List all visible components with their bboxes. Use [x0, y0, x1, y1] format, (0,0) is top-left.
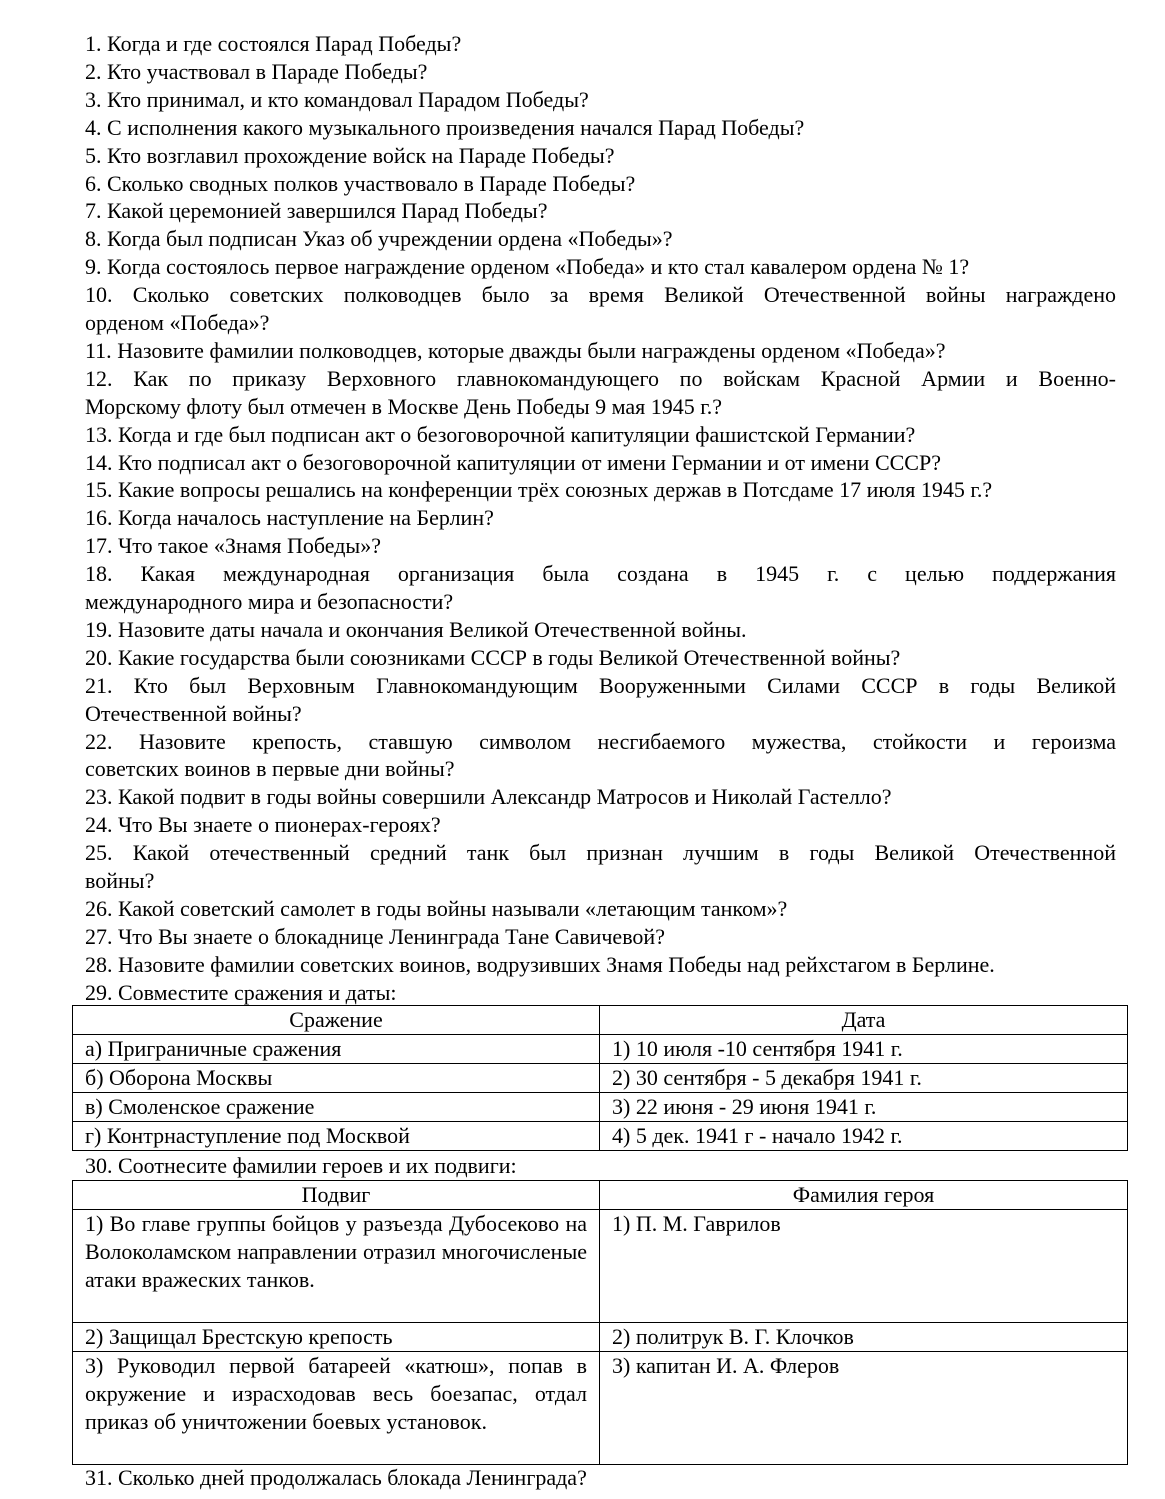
- question-number: 5.: [85, 142, 102, 168]
- question-21: [85, 672, 1116, 700]
- question-text: Когда состоялось первое награждение орденом «Победа» и кто стал кавалером ордена № 1?: [107, 254, 970, 280]
- question-continuation: орденом «Победа»?: [85, 310, 270, 335]
- question-text: Какие вопросы решались на конференции трёх союзных держав в Потсдаме 17 июля 1945 г.?: [118, 477, 993, 503]
- question-text: Когда был подписан Указ об учреждении ордена «Победы»?: [107, 226, 673, 252]
- table-header-feat: Подвиг: [73, 1181, 600, 1210]
- question-13: [85, 421, 1116, 449]
- question-11: [85, 337, 1116, 365]
- question-text: Когда началось наступление на Берлин?: [118, 505, 494, 531]
- feat-cell: 3) Руководил первой батареей «катюш», попав в окружение и израсходовав весь боезапас, отдал приказ об уничтожении боевых установок.: [73, 1352, 600, 1465]
- question-text: Соотнесите фамилии героев и их подвиги:: [118, 1153, 517, 1178]
- question-18: [85, 560, 1116, 588]
- question-8: [85, 225, 1116, 253]
- hero-cell: 2) политрук В. Г. Клочков: [600, 1323, 1128, 1352]
- question-text: Кто принимал, и кто командовал Парадом Победы?: [107, 86, 589, 112]
- question-12: [85, 365, 1116, 393]
- question-23: [85, 783, 1116, 811]
- question-text: Какой отечественный средний танк был признан лучшим в годы Великой Отечественной: [132, 840, 1117, 866]
- question-26: [85, 895, 1116, 923]
- question-28: [85, 951, 1116, 979]
- battle-cell: в) Смоленское сражение: [73, 1093, 600, 1122]
- table-row: [73, 1323, 1128, 1352]
- table-header-hero: Фамилия героя: [600, 1181, 1128, 1210]
- question-number: 9.: [85, 254, 102, 280]
- question-6: [85, 170, 1116, 198]
- question-text: С исполнения какого музыкального произведения начался Парад Победы?: [107, 114, 805, 140]
- question-number: 3.: [85, 86, 102, 112]
- question-17: [85, 532, 1116, 560]
- question-3: [85, 86, 1116, 114]
- battle-cell: б) Оборона Москвы: [73, 1064, 600, 1093]
- question-text: Назовите фамилии советских воинов, водрузивших Знамя Победы над рейхстагом в Берлине.: [118, 951, 995, 977]
- question-number: 2.: [85, 58, 102, 84]
- question-text: Какие государства были союзниками СССР в годы Великой Отечественной войны?: [118, 644, 901, 670]
- question-16: [85, 504, 1116, 532]
- question-number: 15.: [85, 477, 113, 503]
- question-text: Сколько сводных полков участвовало в Параде Победы?: [107, 170, 636, 196]
- question-text: Какой советский самолет в годы войны называли «летающим танком»?: [118, 895, 788, 921]
- question-number: 29.: [85, 979, 113, 1005]
- question-number: 16.: [85, 505, 113, 531]
- question-number: 31.: [85, 1465, 113, 1490]
- question-continuation: советских воинов в первые дни войны?: [85, 756, 455, 782]
- question-text: Сколько дней продолжалась блокада Ленинграда?: [118, 1465, 587, 1490]
- question-text: Кто участвовал в Параде Победы?: [107, 58, 428, 84]
- question-continuation: международного мира и безопасности?: [85, 589, 454, 614]
- battle-cell: г) Контрнаступление под Москвой: [73, 1122, 600, 1151]
- question-number: 24.: [85, 812, 113, 838]
- question-4: [85, 114, 1116, 142]
- table-row: [73, 1352, 1128, 1465]
- question-text: Сколько советских полководцев было за время Великой Отечественной войны награждено: [132, 282, 1116, 308]
- question-text: Какая международная организация была создана в 1945 г. с целью поддержания: [140, 561, 1116, 587]
- table-row: [73, 1035, 1128, 1064]
- question-text: Какой подвит в годы войны совершили Александр Матросов и Николай Гастелло?: [118, 784, 892, 810]
- question-number: 6.: [85, 170, 102, 196]
- table-row: [73, 1093, 1128, 1122]
- question-number: 11.: [85, 337, 112, 363]
- question-number: 4.: [85, 114, 102, 140]
- question-number: 21.: [85, 672, 113, 698]
- question-number: 20.: [85, 644, 113, 670]
- question-number: 10.: [85, 282, 113, 308]
- date-cell: 2) 30 сентября - 5 декабря 1941 г.: [600, 1064, 1128, 1093]
- question-number: 14.: [85, 449, 113, 475]
- battle-cell: а) Приграничные сражения: [73, 1035, 600, 1064]
- question-number: 12.: [85, 365, 113, 391]
- question-27: [85, 923, 1116, 951]
- question-number: 7.: [85, 198, 102, 224]
- question-10: [85, 281, 1116, 309]
- question-text: Что Вы знаете о пионерах-героях?: [118, 812, 441, 838]
- table-row: [73, 1210, 1128, 1323]
- question-9: [85, 253, 1116, 281]
- question-text: Кто возглавил прохождение войск на Параде Победы?: [107, 142, 615, 168]
- question-number: 13.: [85, 421, 113, 447]
- question-15: [85, 476, 1116, 504]
- question-number: 1.: [85, 31, 102, 56]
- question-text: Какой церемонией завершился Парад Победы?: [107, 198, 548, 224]
- question-number: 18.: [85, 561, 113, 587]
- question-number: 23.: [85, 784, 113, 810]
- table-header-battle: Сражение: [73, 1006, 600, 1035]
- question-continuation: Морскому флоту был отмечен в Москве День Победы 9 мая 1945 г.?: [85, 393, 723, 419]
- question-text: Что такое «Знамя Победы»?: [118, 533, 381, 559]
- table-row: [73, 1064, 1128, 1093]
- question-7: [85, 197, 1116, 225]
- table-header-date: Дата: [600, 1006, 1128, 1035]
- heroes-feats-table: [72, 1180, 1128, 1465]
- question-24: [85, 811, 1116, 839]
- battles-dates-table: [72, 1005, 1128, 1151]
- question-30: [85, 1152, 1116, 1180]
- question-number: 19.: [85, 616, 113, 642]
- question-29: [85, 979, 1116, 1007]
- question-text: Когда и где был подписан акт о безоговорочной капитуляции фашистской Германии?: [118, 421, 916, 447]
- feat-cell: 2) Защищал Брестскую крепость: [73, 1323, 600, 1352]
- question-22: [85, 728, 1116, 756]
- question-number: 30.: [85, 1153, 113, 1178]
- question-number: 8.: [85, 226, 102, 252]
- question-14: [85, 449, 1116, 477]
- question-number: 26.: [85, 895, 113, 921]
- question-continuation: Отечественной войны?: [85, 700, 302, 726]
- question-number: 28.: [85, 951, 113, 977]
- question-number: 17.: [85, 533, 113, 559]
- question-5: [85, 142, 1116, 170]
- question-number: 27.: [85, 923, 113, 949]
- date-cell: 4) 5 дек. 1941 г - начало 1942 г.: [600, 1122, 1128, 1151]
- question-2: [85, 58, 1116, 86]
- hero-cell: 1) П. М. Гаврилов: [600, 1210, 1128, 1323]
- question-number: 22.: [85, 728, 113, 754]
- hero-cell: 3) капитан И. А. Флеров: [600, 1352, 1128, 1465]
- feat-cell: 1) Во главе группы бойцов у разъезда Дубосеково на Волоколамском направлении отразил многочисленые атаки вражеских танков.: [73, 1210, 600, 1323]
- date-cell: 1) 10 июля -10 сентября 1941 г.: [600, 1035, 1128, 1064]
- question-text: Когда и где состоялся Парад Победы?: [107, 31, 462, 56]
- question-19: [85, 616, 1116, 644]
- question-20: [85, 644, 1116, 672]
- table-row: [73, 1122, 1128, 1151]
- question-text: Кто подписал акт о безоговорочной капитуляции от имени Германии и от имени СССР?: [118, 449, 941, 475]
- question-text: Назовите даты начала и окончания Великой Отечественной войны.: [118, 616, 747, 642]
- question-text: Назовите фамилии полководцев, которые дважды были награждены орденом «Победа»?: [117, 337, 946, 363]
- question-text: Назовите крепость, ставшую символом несгибаемого мужества, стойкости и героизма: [139, 728, 1117, 754]
- question-text: Что Вы знаете о блокаднице Ленинграда Тане Савичевой?: [118, 923, 665, 949]
- question-continuation: войны?: [85, 868, 155, 893]
- question-25: [85, 839, 1116, 867]
- question-text: Как по приказу Верховного главнокомандующего по войскам Красной Армии и Военно-: [133, 365, 1117, 391]
- date-cell: 3) 22 июня - 29 июня 1941 г.: [600, 1093, 1128, 1122]
- question-text: Совместите сражения и даты:: [118, 979, 397, 1005]
- question-text: Кто был Верховным Главнокомандующим Вооруженными Силами СССР в годы Великой: [133, 672, 1117, 698]
- question-number: 25.: [85, 840, 113, 866]
- question-1: [85, 30, 1116, 58]
- question-31: [85, 1464, 1116, 1492]
